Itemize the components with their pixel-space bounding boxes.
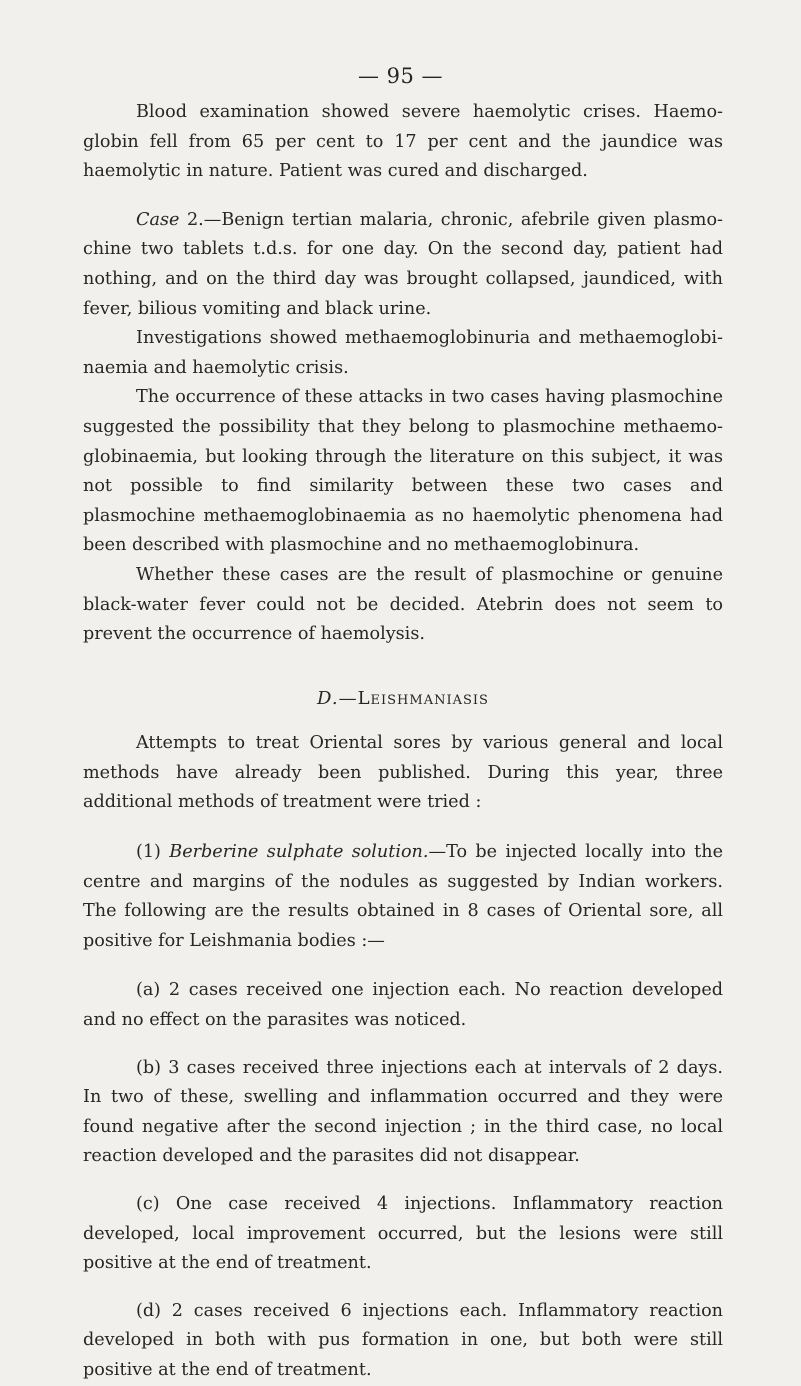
paragraph-occurrence: The occurrence of these attacks in two cases having plasmochine suggested the possibility that they belong to plasmochine methaemoglobinaemia, but looking through the literature on this subject, it was not possible to find similarity between these two cases and plasmochine methaemoglobinaemia as no haemolytic phenomena had been described with plasmochine and no methaemoglobinura. (83, 387, 723, 556)
result-c-label: (c) (136, 1194, 160, 1214)
body-text (83, 98, 723, 1386)
paragraph-result-b (83, 1054, 723, 1172)
paragraph-case-2 (83, 206, 723, 324)
heading-dash: — (338, 687, 358, 709)
paragraph-investigations: Investigations showed methaemoglobinuria and methaemoglobinaemia and haemolytic crisis. (83, 328, 723, 378)
paragraph-blood-examination: Blood examination showed severe haemolytic crises. Haemoglobin fell from 65 per cent to 17 per cent and the jaundice was haemolytic in nature. Patient was cured and discharged. (83, 102, 723, 182)
result-c-text: One case received 4 injections. Inflammatory reaction developed, local improvement occurred, but the lesions were still positive at the end of treatment. (83, 1194, 723, 1274)
heading-letter: D. (317, 687, 339, 709)
result-b-label: (b) (136, 1057, 161, 1078)
case-label: Case (136, 209, 180, 230)
paragraph-result-a (83, 976, 723, 1035)
result-d-label: (d) (136, 1300, 161, 1321)
paragraph-attempts: Attempts to treat Oriental sores by various general and local methods have already been published. During this year, three additional methods of treatment were tried : (83, 733, 723, 813)
item-1-text: —To be injected locally into the centre and margins of the nodules as suggested by Indian workers. The following are the results obtained in 8 cases of Oriental sore, all positive for Leishmania bodies :— (83, 842, 723, 951)
heading-title: Leishmaniasis (357, 687, 489, 709)
section-heading-leishmaniasis (83, 684, 723, 714)
item-1-title: Berberine sulphate solution. (169, 842, 429, 863)
paragraph-result-d (83, 1297, 723, 1386)
case-2-text: —Benign tertian malaria, chronic, afebrile given plasmochine two tablets t.d.s. for one day. On the second day, patient had nothing, and on the third day was brought collapsed, jaundiced, with fever, bilious vomiting and black urine. (83, 209, 723, 319)
result-d-text: 2 cases received 6 injections each. Inflammatory reaction developed in both with pus formation in one, but both were still positive at the end of treatment. (83, 1300, 723, 1380)
result-b-text: 3 cases received three injections each at intervals of 2 days. In two of these, swelling and inflammation occurred and they were found negative after the second injection ; in the third case, no local reaction developed and the parasites did not disappear. (83, 1057, 723, 1167)
result-a-text: 2 cases received one injection each. No reaction developed and no effect on the parasites was noticed. (83, 980, 723, 1031)
paragraph-berberine (83, 838, 723, 956)
paragraph-whether: Whether these cases are the result of plasmochine or genuine black-water fever could not be decided. Atebrin does not seem to prevent the occurrence of haemolysis. (83, 564, 723, 645)
page-number: — 95 — (357, 64, 444, 88)
paragraph-result-c (83, 1190, 723, 1279)
result-a-label: (a) (136, 980, 161, 1001)
case-number: 2. (179, 209, 204, 230)
item-1-number: (1) (136, 842, 170, 863)
